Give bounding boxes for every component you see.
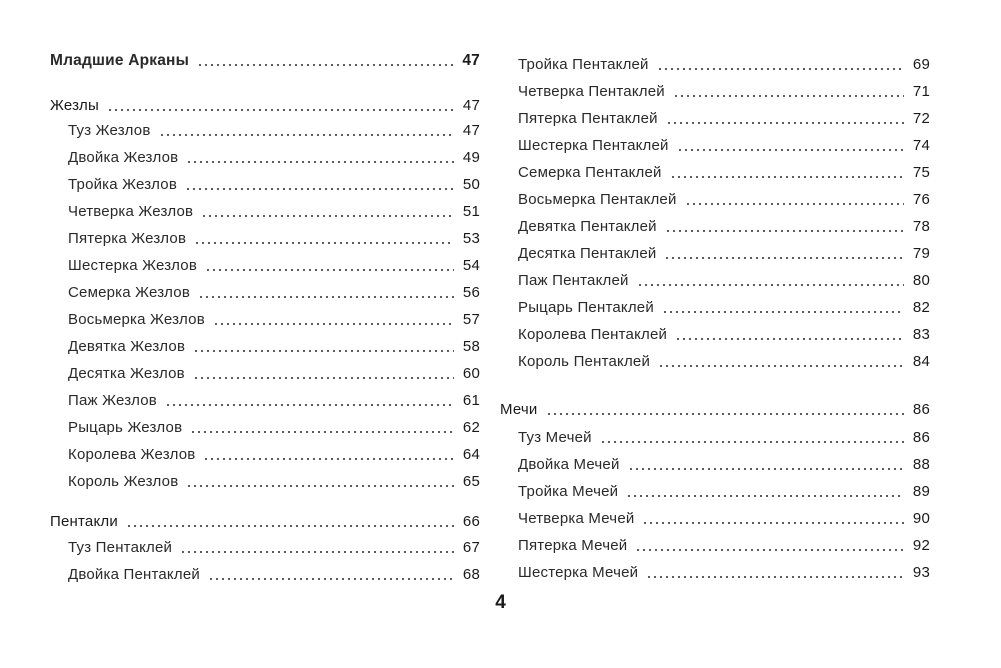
dot-leader xyxy=(190,431,454,433)
toc-page-number: 88 xyxy=(912,456,930,473)
toc-entry-title: Туз Пентаклей xyxy=(68,539,173,556)
dot-leader xyxy=(203,458,454,460)
toc-section-heading xyxy=(50,507,480,531)
toc-entry xyxy=(500,239,930,263)
toc-entry xyxy=(50,170,480,194)
toc-page-number: 58 xyxy=(462,338,480,355)
toc-entry-title: Рыцарь Пентаклей xyxy=(518,299,654,316)
dot-leader xyxy=(185,188,454,190)
toc-entry-title: Король Жезлов xyxy=(68,473,179,490)
dot-leader xyxy=(186,161,454,163)
dot-leader xyxy=(673,95,904,97)
toc-entry-title: Пятерка Пентаклей xyxy=(518,110,658,127)
toc-page-number: 53 xyxy=(462,230,480,247)
toc-entry xyxy=(500,320,930,344)
toc-entry xyxy=(500,347,930,371)
toc-page-number: 82 xyxy=(912,299,930,316)
dot-leader xyxy=(628,468,904,470)
toc-entry-title: Восьмерка Жезлов xyxy=(68,311,205,328)
toc-page-number: 74 xyxy=(912,137,930,154)
toc-entry xyxy=(50,143,480,167)
dot-leader xyxy=(193,350,454,352)
toc-page-number: 61 xyxy=(462,392,480,409)
toc-page-number: 60 xyxy=(462,365,480,382)
toc-entry-title: Восьмерка Пентаклей xyxy=(518,191,677,208)
toc-page-number: 90 xyxy=(912,510,930,527)
toc-page-number: 75 xyxy=(912,164,930,181)
toc-entry-title: Пентакли xyxy=(50,513,118,530)
toc-entry-title: Шестерка Мечей xyxy=(518,564,639,581)
toc-page-number: 68 xyxy=(462,566,480,583)
toc-page-number: 76 xyxy=(912,191,930,208)
dot-leader xyxy=(194,242,454,244)
toc-entry-title: Четверка Жезлов xyxy=(68,203,194,220)
toc-entry xyxy=(500,477,930,501)
dot-leader xyxy=(642,522,904,524)
toc-page-number: 92 xyxy=(912,537,930,554)
dot-leader xyxy=(626,495,904,497)
toc-page-number: 47 xyxy=(462,122,480,139)
toc-page-number: 47 xyxy=(462,52,480,69)
toc-entry xyxy=(500,158,930,182)
toc-entry-title: Паж Пентаклей xyxy=(518,272,629,289)
toc-entry-title: Жезлы xyxy=(50,97,99,114)
toc-page-number: 93 xyxy=(912,564,930,581)
toc-entry-title: Десятка Пентаклей xyxy=(518,245,657,262)
toc-page-number: 54 xyxy=(462,257,480,274)
toc-entry xyxy=(500,131,930,155)
toc-page-number: 71 xyxy=(912,83,930,100)
toc-page-number: 72 xyxy=(912,110,930,127)
toc-page-number: 86 xyxy=(912,429,930,446)
dot-leader xyxy=(107,109,454,111)
toc-section-heading xyxy=(50,91,480,115)
dot-leader xyxy=(600,441,904,443)
toc-page-number: 56 xyxy=(462,284,480,301)
toc-page-number: 64 xyxy=(462,446,480,463)
toc-entry-title: Семерка Пентаклей xyxy=(518,164,662,181)
toc-entry-title: Десятка Жезлов xyxy=(68,365,185,382)
toc-entry-title: Шестерка Пентаклей xyxy=(518,137,669,154)
dot-leader xyxy=(664,257,904,259)
toc-entry-title: Двойка Мечей xyxy=(518,456,620,473)
toc-entry xyxy=(50,116,480,140)
dot-leader xyxy=(666,122,904,124)
toc-page-number: 50 xyxy=(462,176,480,193)
dot-leader xyxy=(670,176,904,178)
toc-entry xyxy=(50,359,480,383)
toc-page-number: 62 xyxy=(462,419,480,436)
toc-entry-title: Девятка Пентаклей xyxy=(518,218,657,235)
dot-leader xyxy=(662,311,904,313)
toc-entry-title: Четверка Пентаклей xyxy=(518,83,665,100)
dot-leader xyxy=(193,377,454,379)
toc-entry-title: Четверка Мечей xyxy=(518,510,635,527)
toc-entry xyxy=(50,386,480,410)
toc-entry xyxy=(50,305,480,329)
toc-page-number: 66 xyxy=(462,513,480,530)
toc-section-heading xyxy=(50,46,480,70)
toc-page-number: 65 xyxy=(462,473,480,490)
dot-leader xyxy=(159,134,455,136)
dot-leader xyxy=(126,525,454,527)
toc-page-number: 83 xyxy=(912,326,930,343)
toc-entry-title: Семерка Жезлов xyxy=(68,284,190,301)
toc-page-number: 79 xyxy=(912,245,930,262)
toc-entry xyxy=(500,504,930,528)
toc-entry xyxy=(50,560,480,584)
dot-leader xyxy=(165,404,454,406)
dot-leader xyxy=(637,284,904,286)
toc-entry xyxy=(50,467,480,491)
toc-entry xyxy=(500,212,930,236)
toc-page-number: 47 xyxy=(462,97,480,114)
toc-entry xyxy=(50,197,480,221)
toc-entry xyxy=(50,332,480,356)
dot-leader xyxy=(198,296,454,298)
toc-entry-title: Девятка Жезлов xyxy=(68,338,186,355)
toc-entry xyxy=(500,450,930,474)
toc-entry xyxy=(500,266,930,290)
toc-page-number: 80 xyxy=(912,272,930,289)
toc-entry-title: Рыцарь Жезлов xyxy=(68,419,183,436)
toc-entry-title: Шестерка Жезлов xyxy=(68,257,197,274)
toc-entry-title: Тройка Жезлов xyxy=(68,176,178,193)
toc-entry xyxy=(500,531,930,555)
toc-entry xyxy=(500,423,930,447)
dot-leader xyxy=(646,576,904,578)
toc-entry xyxy=(50,251,480,275)
toc-entry xyxy=(50,224,480,248)
toc-page-number: 86 xyxy=(912,401,930,418)
toc-entry-title: Младшие Арканы xyxy=(50,52,190,69)
dot-leader xyxy=(685,203,904,205)
dot-leader xyxy=(197,64,454,66)
toc-entry-title: Тройка Мечей xyxy=(518,483,619,500)
toc-entry xyxy=(500,104,930,128)
dot-leader xyxy=(677,149,904,151)
toc-entry-title: Мечи xyxy=(500,401,538,418)
toc-page-number: 78 xyxy=(912,218,930,235)
toc-entry-title: Двойка Жезлов xyxy=(68,149,179,166)
page-number: 4 xyxy=(495,592,506,613)
toc-entry-title: Двойка Пентаклей xyxy=(68,566,200,583)
dot-leader xyxy=(675,338,904,340)
toc-page-number: 49 xyxy=(462,149,480,166)
toc-entry xyxy=(500,77,930,101)
toc-page-number: 57 xyxy=(462,311,480,328)
toc-entry xyxy=(500,185,930,209)
toc-section-heading xyxy=(500,395,930,419)
toc-entry-title: Туз Мечей xyxy=(518,429,592,446)
dot-leader xyxy=(635,549,904,551)
toc-entry xyxy=(50,440,480,464)
dot-leader xyxy=(546,413,904,415)
dot-leader xyxy=(180,551,454,553)
toc-entry-title: Пятерка Жезлов xyxy=(68,230,187,247)
toc-entry xyxy=(500,558,930,582)
toc-page-number: 51 xyxy=(462,203,480,220)
toc-entry-title: Королева Пентаклей xyxy=(518,326,668,343)
dot-leader xyxy=(213,323,454,325)
dot-leader xyxy=(658,365,904,367)
toc-entry xyxy=(50,278,480,302)
toc-entry xyxy=(50,533,480,557)
toc-entry xyxy=(50,413,480,437)
toc-page-number: 69 xyxy=(912,56,930,73)
dot-leader xyxy=(201,215,454,217)
toc-entry-title: Туз Жезлов xyxy=(68,122,151,139)
toc-entry-title: Королева Жезлов xyxy=(68,446,196,463)
toc-entry-title: Тройка Пентаклей xyxy=(518,56,649,73)
dot-leader xyxy=(657,68,904,70)
toc-page-number: 84 xyxy=(912,353,930,370)
toc-page-number: 89 xyxy=(912,483,930,500)
toc-entry-title: Пятерка Мечей xyxy=(518,537,628,554)
toc-page-number: 67 xyxy=(462,539,480,556)
toc-entry xyxy=(500,50,930,74)
dot-leader xyxy=(186,485,454,487)
dot-leader xyxy=(208,578,454,580)
dot-leader xyxy=(205,269,454,271)
toc-entry-title: Паж Жезлов xyxy=(68,392,157,409)
toc-entry-title: Король Пентаклей xyxy=(518,353,651,370)
toc-entry xyxy=(500,293,930,317)
dot-leader xyxy=(665,230,904,232)
